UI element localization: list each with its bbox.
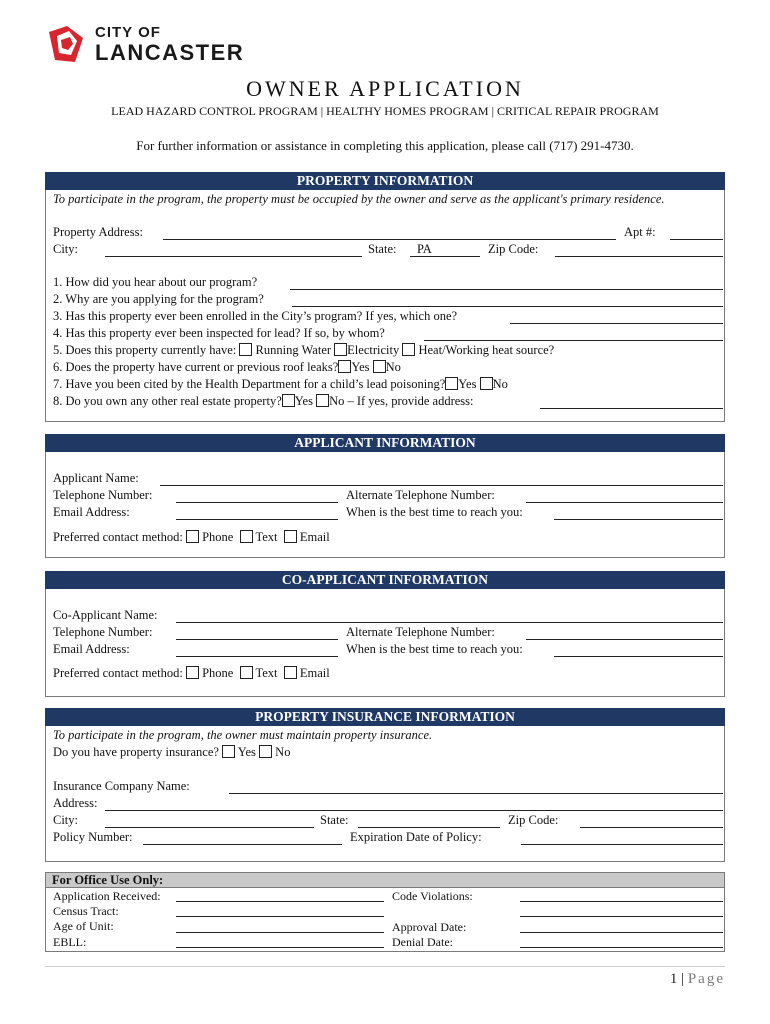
applicant-best-time-label: When is the best time to reach you:: [346, 505, 523, 519]
page-number: [600, 971, 725, 988]
insurance-no-checkbox[interactable]: [259, 745, 272, 758]
insurance-state-label: State:: [320, 813, 349, 827]
insurance-yes-label: Yes: [237, 745, 256, 759]
applicant-email-checkbox[interactable]: [284, 530, 297, 543]
page-subtitle: LEAD HAZARD CONTROL PROGRAM | HEALTHY HOMES PROGRAM | CRITICAL REPAIR PROGRAM: [111, 104, 659, 118]
insurance-zip-label: Zip Code:: [508, 813, 559, 827]
cited-yes-checkbox[interactable]: [445, 377, 458, 390]
coapplicant-text-checkbox[interactable]: [240, 666, 253, 679]
insurance-expiration-field[interactable]: [521, 844, 723, 845]
page-title: OWNER APPLICATION: [246, 76, 524, 101]
coapplicant-name-field[interactable]: [176, 622, 723, 623]
office-received-label: Application Received:: [53, 889, 161, 903]
office-denial-field[interactable]: [520, 947, 723, 948]
applicant-text-option: Text: [255, 530, 278, 544]
city-field[interactable]: [105, 256, 362, 257]
applicant-name-field[interactable]: [160, 485, 723, 486]
property-heading: PROPERTY INFORMATION: [45, 172, 725, 190]
other-property-yes-label: Yes: [294, 394, 313, 408]
insurance-expiration-label: Expiration Date of Policy:: [350, 830, 482, 844]
logo-city-text: CITY OF: [95, 24, 161, 41]
applicant-phone-option: Phone: [202, 530, 234, 544]
other-property-yes-checkbox[interactable]: [282, 394, 295, 407]
office-ebll-label: EBLL:: [53, 935, 87, 949]
insurance-company-label: Insurance Company Name:: [53, 779, 190, 793]
applicant-email-label: Email Address:: [53, 505, 130, 519]
coapplicant-email-checkbox[interactable]: [284, 666, 297, 679]
applicant-contact-method: [53, 530, 330, 545]
office-denial-label: Denial Date:: [392, 935, 453, 949]
question-8: [53, 394, 474, 409]
other-property-no-label: No – If yes, provide address:: [329, 394, 474, 408]
coapplicant-name-label: Co-Applicant Name:: [53, 608, 158, 622]
roof-yes-label: Yes: [351, 360, 370, 374]
office-violations-label: Code Violations:: [392, 889, 473, 903]
coapplicant-text-option: Text: [255, 666, 278, 680]
applicant-alt-phone-label: Alternate Telephone Number:: [346, 488, 495, 502]
question-2-field[interactable]: [292, 306, 723, 307]
coapplicant-alt-phone-field[interactable]: [526, 639, 723, 640]
coapplicant-phone-option: Phone: [202, 666, 234, 680]
office-violations-field-2[interactable]: [520, 916, 723, 917]
coapplicant-contact-label: Preferred contact method:: [53, 666, 183, 680]
state-value[interactable]: PA: [417, 242, 432, 256]
page-separator: |: [677, 971, 688, 987]
apt-label: Apt #:: [624, 225, 656, 239]
insurance-policy-label: Policy Number:: [53, 830, 133, 844]
coapplicant-alt-phone-label: Alternate Telephone Number:: [346, 625, 495, 639]
cited-no-checkbox[interactable]: [480, 377, 493, 390]
insurance-company-field[interactable]: [229, 793, 723, 794]
applicant-email-field[interactable]: [176, 519, 338, 520]
question-5: [53, 343, 554, 358]
coapplicant-phone-field[interactable]: [176, 639, 338, 640]
question-3-field[interactable]: [510, 323, 723, 324]
insurance-note: To participate in the program, the owner must maintain property insurance.: [53, 728, 433, 742]
heat-checkbox[interactable]: [402, 343, 415, 356]
footer-divider: [45, 966, 725, 967]
logo-name-text: LANCASTER: [95, 40, 245, 65]
office-approval-field[interactable]: [520, 932, 723, 933]
office-census-field[interactable]: [176, 916, 384, 917]
zip-field[interactable]: [555, 256, 723, 257]
question-7-text: 7. Have you been cited by the Health Department for a child’s lead poisoning?: [53, 377, 446, 391]
insurance-city-field[interactable]: [105, 827, 314, 828]
insurance-address-label: Address:: [53, 796, 98, 810]
question-6: [53, 360, 401, 375]
contact-info: For further information or assistance in completing this application, please call (717) 291-4730.: [136, 138, 634, 153]
office-use-heading: For Office Use Only:: [45, 872, 725, 888]
office-age-label: Age of Unit:: [53, 919, 114, 933]
cited-yes-label: Yes: [458, 377, 477, 391]
state-label: State:: [368, 242, 397, 256]
insurance-no-label: No: [275, 745, 291, 759]
coapplicant-best-time-field[interactable]: [554, 656, 723, 657]
question-1: 1. How did you hear about our program?: [53, 275, 258, 289]
office-ebll-field[interactable]: [176, 947, 384, 948]
insurance-heading: PROPERTY INSURANCE INFORMATION: [45, 708, 725, 726]
question-4: 4. Has this property ever been inspected for lead? If so, by whom?: [53, 326, 385, 340]
insurance-address-field[interactable]: [105, 810, 723, 811]
question-1-field[interactable]: [290, 289, 723, 290]
question-8-text: 8. Do you own any other real estate property?: [53, 394, 282, 408]
page-number-value: 1: [669, 971, 678, 987]
office-age-field[interactable]: [176, 932, 384, 933]
question-7: [53, 377, 508, 392]
insurance-yes-checkbox[interactable]: [222, 745, 235, 758]
coapplicant-phone-label: Telephone Number:: [53, 625, 153, 639]
electricity-label: Electricity: [347, 343, 400, 357]
coapplicant-phone-checkbox[interactable]: [186, 666, 199, 679]
heat-label: Heat/Working heat source?: [418, 343, 555, 357]
applicant-phone-checkbox[interactable]: [186, 530, 199, 543]
applicant-name-label: Applicant Name:: [53, 471, 139, 485]
other-property-no-checkbox[interactable]: [316, 394, 329, 407]
page-word: Page: [687, 971, 725, 987]
coapplicant-heading: CO-APPLICANT INFORMATION: [45, 571, 725, 589]
coapplicant-email-option: Email: [299, 666, 330, 680]
property-note: To participate in the program, the property must be occupied by the owner and serve as the applicant's primary residence.: [53, 192, 665, 206]
office-violations-field[interactable]: [520, 901, 723, 902]
insurance-city-label: City:: [53, 813, 79, 827]
logo-mark-icon: [49, 26, 83, 62]
coapplicant-contact-method: [53, 666, 330, 681]
office-census-label: Census Tract:: [53, 904, 119, 918]
coapplicant-best-time-label: When is the best time to reach you:: [346, 642, 523, 656]
applicant-best-time-field[interactable]: [554, 519, 723, 520]
apt-field[interactable]: [670, 239, 723, 240]
cited-no-label: No: [492, 377, 508, 391]
zip-label: Zip Code:: [488, 242, 539, 256]
coapplicant-email-field[interactable]: [176, 656, 338, 657]
roof-yes-checkbox[interactable]: [338, 360, 351, 373]
office-received-field[interactable]: [176, 901, 384, 902]
question-5-text: 5. Does this property currently have:: [53, 343, 237, 357]
property-address-label: Property Address:: [53, 225, 143, 239]
question-3: 3. Has this property ever been enrolled in the City’s program? If yes, which one?: [53, 309, 458, 323]
insurance-question-text: Do you have property insurance?: [53, 745, 219, 759]
running-water-checkbox[interactable]: [239, 343, 252, 356]
question-4-field[interactable]: [424, 340, 723, 341]
insurance-policy-field[interactable]: [143, 844, 342, 845]
coapplicant-email-label: Email Address:: [53, 642, 130, 656]
office-approval-label: Approval Date:: [392, 920, 467, 934]
property-address-field[interactable]: [163, 239, 616, 240]
other-property-address-field[interactable]: [540, 408, 723, 409]
running-water-label: Running Water: [255, 343, 332, 357]
electricity-checkbox[interactable]: [334, 343, 347, 356]
roof-no-label: No: [385, 360, 401, 374]
applicant-phone-label: Telephone Number:: [53, 488, 153, 502]
applicant-email-option: Email: [299, 530, 330, 544]
question-2: 2. Why are you applying for the program?: [53, 292, 264, 306]
applicant-contact-label: Preferred contact method:: [53, 530, 183, 544]
applicant-alt-phone-field[interactable]: [526, 502, 723, 503]
question-6-text: 6. Does the property have current or previous roof leaks?: [53, 360, 339, 374]
applicant-phone-field[interactable]: [176, 502, 338, 503]
applicant-heading: APPLICANT INFORMATION: [45, 434, 725, 452]
applicant-text-checkbox[interactable]: [240, 530, 253, 543]
insurance-zip-field[interactable]: [580, 827, 723, 828]
roof-no-checkbox[interactable]: [373, 360, 386, 373]
insurance-state-field[interactable]: [358, 827, 500, 828]
insurance-question: [53, 745, 290, 760]
state-field[interactable]: [410, 256, 480, 257]
city-label: City:: [53, 242, 79, 256]
